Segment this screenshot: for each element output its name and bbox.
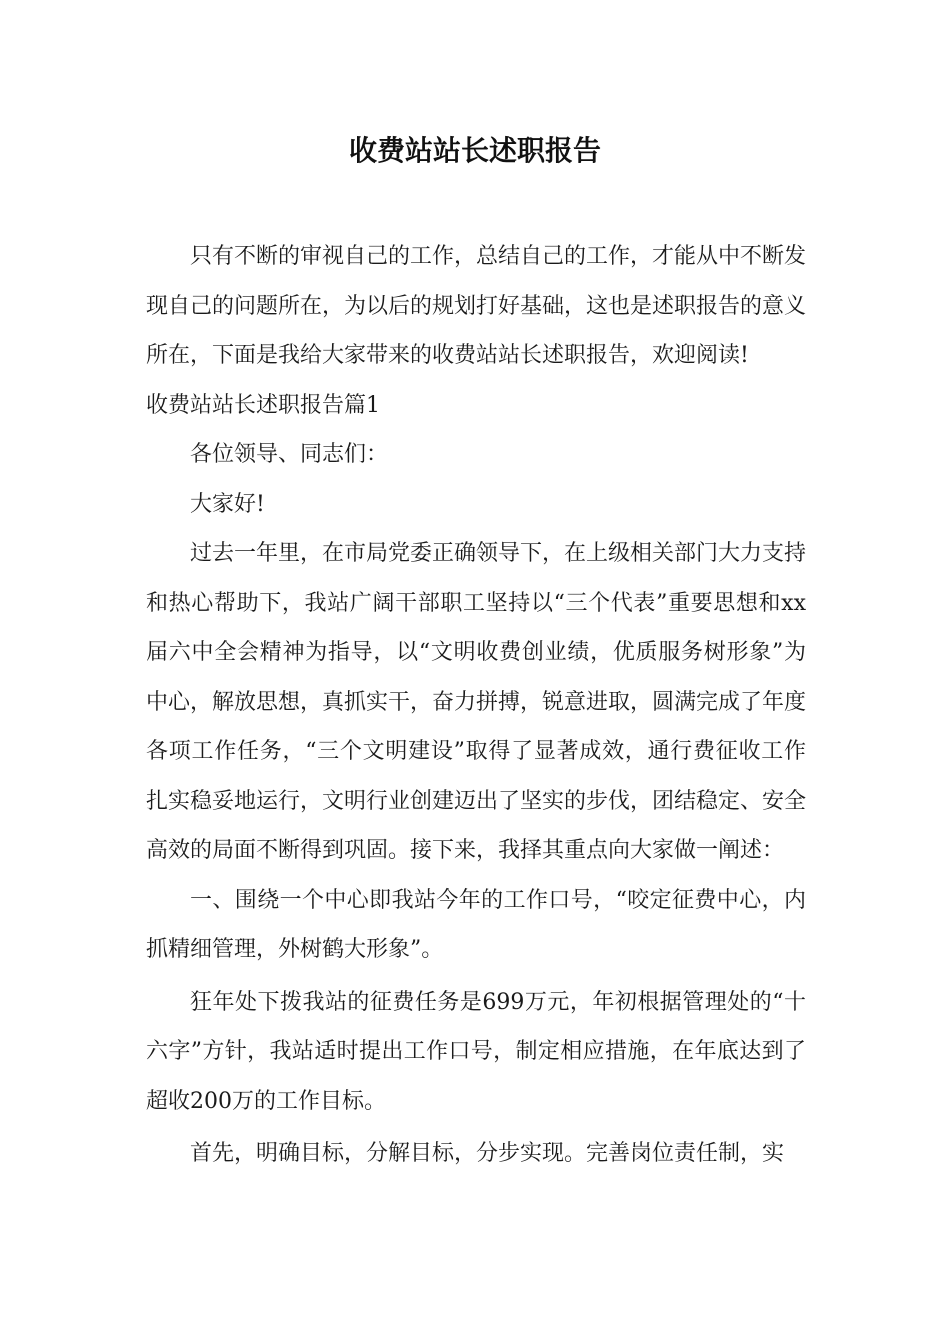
greeting: 大家好! — [190, 491, 265, 517]
salutation: 各位领导、同志们： — [190, 442, 389, 467]
body-paragraph: 首先，明确目标，分解目标，分步实现。完善岗位责任制，实 — [190, 1141, 785, 1166]
intro-paragraph: 只有不断的审视自己的工作，总结自己的工作，才能从中不断发现自己的问题所在，为以后的规划打好基础，这也是述职报告的意义所在，下面是我给大家带来的收费站站长述职报告，欢迎阅读! — [146, 244, 807, 368]
body-paragraph: 过去一年里，在市局党委正确领导下，在上级相关部门大力支持和热心帮助下，我站广阔干部职工坚持以“三个代表”重要思想和xx届六中全会精神为指导，以“文明收费创业绩，优质服务树形象”为中心，解放思想，真抓实干，奋力拼搏，锐意进取，圆满完成了年度各项工作任务，“三个文明建设”取得了显著成效，通行费征收工作扎实稳妥地运行，文明行业创建迈出了坚实的步伐，团结稳定、安全高效的局面不断得到巩固。接下来，我择其重点向大家做一阐述： — [146, 541, 807, 863]
document-body — [146, 232, 806, 1179]
section-heading: 收费站站长述职报告篇1 — [146, 392, 380, 418]
body-paragraph: 狂年处下拨我站的征费任务是699万元，年初根据管理处的“十六字”方针，我站适时提出工作口号，制定相应措施，在年底达到了超收200万的工作目标。 — [146, 989, 806, 1114]
body-paragraph: 一、围绕一个中心即我站今年的工作口号，“咬定征费中心，内抓精细管理，外树鹤大形象”。 — [146, 887, 806, 962]
document-title: 收费站站长述职报告 — [348, 134, 601, 167]
